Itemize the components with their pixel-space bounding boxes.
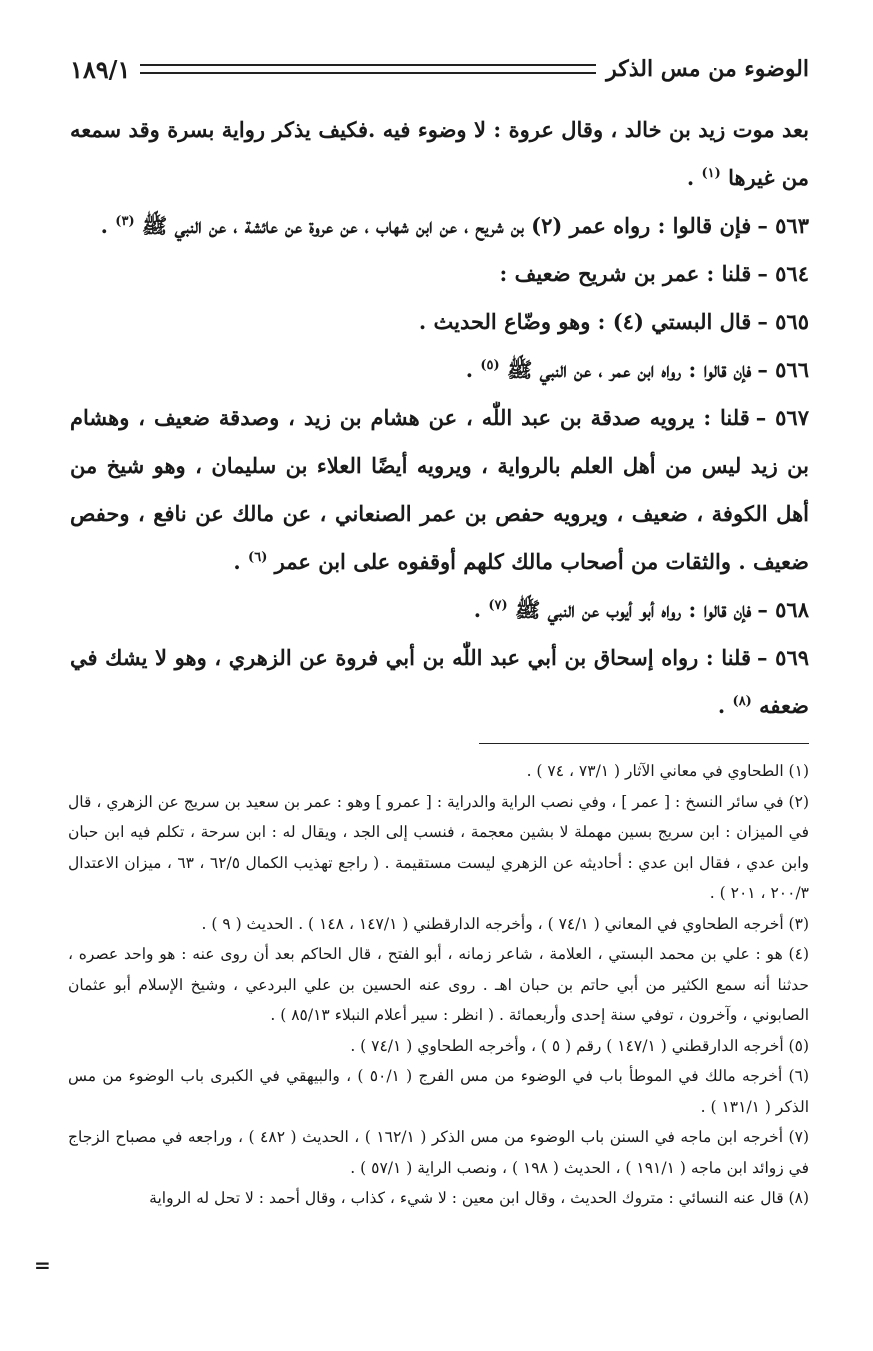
paragraph-number: ٥٦٥ –: [757, 309, 809, 334]
paragraph-567: ٥٦٧ –قلنا : يرويه صدقة بن عبد اللّٰه ، عن هشام بن زيد ، وصدقة ضعيف ، وهشام بن زيد ليس من أهل العلم بالرواية ، ويرويه أيضًا العلاء بن سليمان ، وهو شيخ من أهل الكوفة ، ضعيف ، ويرويه حفص بن عمر الصنعاني ، عن مالك عن نافع ، وحفص ضعيف . والثقات من أصحاب مالك كلهم أوقفوه على ابن عمر $^{(٦)}$ .: [70, 405, 809, 574]
paragraph-number: ٥٦٣ –: [757, 213, 809, 238]
footnote-3: (٣) أخرجه الطحاوي في المعاني ( ٧٤/١ ) ، وأخرجه الدارقطني ( ١٤٧/١ ، ١٤٨ ) . الحديث ( ٩ ) .: [201, 914, 809, 933]
paragraph-565: ٥٦٥ –قال البستي (٤) : وهو وضّاع الحديث .: [418, 309, 809, 334]
footnote-6: (٦) أخرجه مالك في الموطأ باب في الوضوء من مس الفرج ( ٥٠/١ ) ، والبيهقي في الكبرى باب الوضوء من مس الذكر ( ١٣١/١ ) .: [68, 1067, 809, 1116]
paragraph-563: ٥٦٣ –فإن قالوا : رواه عمر (٢) بن شريح ، عن ابن شهاب ، عن عروة عن عائشة ، عن النبي ﷺ $^{(٣)}$ .: [100, 213, 809, 238]
page-number: ١٨٩/١: [70, 54, 131, 84]
footnotes: [68, 756, 809, 1214]
continuation-mark: =: [34, 1253, 51, 1277]
running-header: [70, 52, 809, 86]
footnote-7: (٧) أخرجه ابن ماجه في السنن باب الوضوء من مس الذكر ( ١٦٢/١ ) ، الحديث ( ٤٨٢ ) ، وراجعه في مصباح الزجاج في زوائد ابن ماجه ( ١٩١/١ ) ، الحديث ( ١٩٨ ) ، ونصب الراية ( ٥٧/١ ) .: [68, 1128, 809, 1177]
paragraph-569: ٥٦٩ –قلنا : رواه إسحاق بن أبي عبد اللّٰه بن أبي فروة عن الزهري ، وهو لا يشك في ضعفه $^{(٨)}$ .: [70, 645, 810, 718]
running-title: الوضوء من مس الذكر: [606, 56, 809, 82]
paragraph: بعد موت زيد بن خالد ، وقال عروة : لا وضوء فيه .فكيف يذكر رواية بسرة وقد سمعه من غيرها $^{(١)}$ .: [70, 117, 809, 190]
footnote-5: (٥) أخرجه الدارقطني ( ١٤٧/١ ) رقم ( ٥ ) ، وأخرجه الطحاوي ( ٧٤/١ ) .: [350, 1036, 809, 1055]
paragraph-number: ٥٦٨ –: [757, 597, 809, 622]
footnote-8: (٨) قال عنه النسائي : متروك الحديث ، وقال ابن معين : لا شيء ، كذاب ، وقال أحمد : لا تحل له الرواية: [149, 1189, 809, 1207]
footnote-1: (١) الطحاوي في معاني الآثار ( ٧٣/١ ، ٧٤ ) .: [526, 762, 809, 780]
paragraph-number: ٥٦٤ –: [757, 261, 809, 286]
paragraph-566: ٥٦٦ –فإن قالوا : رواه ابن عمر ، عن النبي ﷺ $^{(٥)}$ .: [465, 357, 809, 382]
footnote-2: (٢) في سائر النسخ : [ عمر ] ، وفي نصب الراية والدراية : [ عمرو ] وهو : عمر بن سعيد بن سريج عن الزهري ، قال في الميزان : ابن سريج بسين مهملة لا بشين معجمة ، فنسب إلى الجد ، ويقال له : ابن سرحة ، تكلم فيه ابن حبان وابن عدي ، فقال ابن عدي : أحاديثه عن الزهري ليست مستقيمة . ( راجع تهذيب الكمال ٦٢/٥ ، ٦٣ ، ميزان الاعتدال ٢٠٠/٣ ، ٢٠١ ) .: [68, 792, 809, 902]
header-rule: [140, 64, 596, 74]
main-text: [70, 106, 809, 730]
paragraph-number: ٥٦٦ –: [757, 357, 809, 382]
paragraph-568: ٥٦٨ –فإن قالوا : رواه أبو أيوب عن النبي ﷺ $^{(٧)}$ .: [473, 597, 809, 622]
footnote-4: (٤) هو : علي بن محمد البستي ، العلامة ، شاعر زمانه ، أبو الفتح ، قال الحاكم بعد أن روى عنه : هو واحد عصره ، حدثنا أنه سمع الكثير من أبي حاتم بن حبان اهـ . روى عنه الحسين بن علي البردعي ، وشيخ الإسلام أبو عثمان الصابوني ، وآخرون ، توفي سنة إحدى وأربعمائة . ( انظر : سير أعلام النبلاء ٨٥/١٣ ) .: [68, 945, 809, 1024]
paragraph-number: ٥٦٩ –: [757, 645, 810, 670]
footnote-separator: [479, 743, 809, 744]
paragraph-number: ٥٦٧ –: [755, 405, 809, 430]
paragraph-564: ٥٦٤ –قلنا : عمر بن شريح ضعيف :: [499, 261, 809, 286]
